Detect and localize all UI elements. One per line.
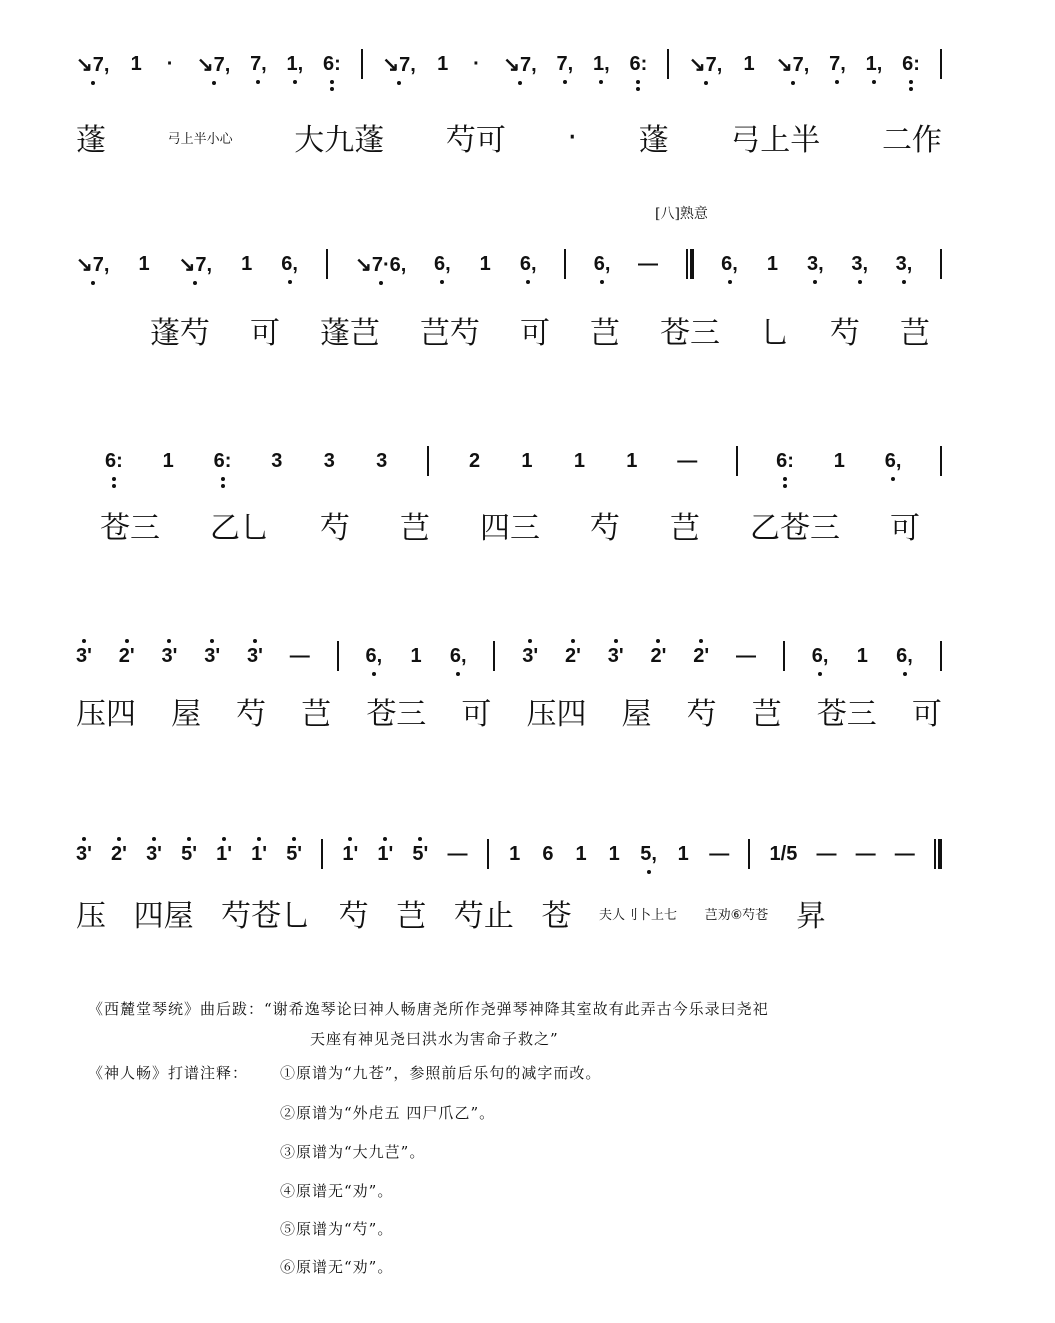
note-extension-dash: —	[677, 449, 698, 472]
note-extension-dash: —	[709, 842, 730, 865]
jianzi-character: 芑	[900, 316, 930, 351]
barline	[748, 839, 750, 869]
note: 7,	[250, 52, 267, 75]
note: 6,	[721, 252, 738, 275]
note-extension-dash: —	[289, 644, 310, 667]
jianzi-character: 可	[890, 511, 920, 546]
note: 1	[509, 842, 521, 865]
note: 6,	[519, 252, 537, 275]
barline	[361, 49, 363, 79]
note: ↘7·6,	[355, 253, 407, 276]
note: 2'	[565, 644, 581, 667]
note: 6:	[902, 52, 920, 75]
note: 3	[323, 449, 335, 472]
jianzi-character: 芍	[686, 697, 717, 732]
note: 6,	[811, 644, 829, 667]
jianzi-character: 苍三	[100, 511, 160, 546]
note: 5,	[640, 842, 657, 865]
jianzi-character: 芍苍乚	[221, 899, 312, 934]
jianzi-character: 压	[76, 899, 106, 934]
note: 1	[138, 252, 150, 275]
note: ·	[473, 52, 480, 75]
notation-row-3	[105, 441, 942, 481]
jianzi-character: 芑	[396, 899, 427, 934]
jianzi-character: 蓬	[76, 123, 106, 158]
jianzi-character: 二作	[881, 123, 942, 158]
barline	[940, 641, 942, 671]
jianzi-character: ·	[567, 119, 578, 155]
annotations-title: 《神人畅》打谱注释：	[88, 1064, 249, 1082]
note: 1	[766, 252, 779, 275]
annotation-2: ②原谱为“外虍五 四尸爪乙”。	[280, 1104, 496, 1122]
note: 5'	[412, 842, 429, 865]
jianzi-character: 苍三	[660, 316, 720, 351]
note: 6:	[629, 52, 648, 75]
jianzi-character: 弓上半小心	[167, 131, 233, 147]
note: 7,	[556, 52, 574, 75]
note-extension-dash: —	[894, 842, 915, 865]
barline	[667, 49, 669, 79]
note: 2'	[118, 644, 135, 667]
note: 1	[410, 644, 422, 667]
jianzi-character: 芍可	[445, 123, 506, 158]
note: 1	[437, 52, 449, 75]
note: 3'	[161, 644, 178, 667]
note: 6,	[884, 449, 902, 472]
note-extension-dash: —	[816, 842, 837, 865]
note: 1	[479, 252, 491, 275]
barline	[736, 446, 738, 476]
jianzi-character: 芑	[670, 511, 700, 546]
jianzi-character: 芑	[590, 316, 620, 351]
note: 1,	[865, 52, 883, 75]
jianzi-character: 芍	[236, 697, 267, 732]
note: 1/5	[769, 842, 798, 865]
jianzi-character: 苍三	[816, 697, 877, 732]
jianzi-character: 苍	[541, 899, 572, 934]
notation-row-1	[76, 44, 942, 84]
note: 1	[743, 52, 755, 75]
jianzi-character: 可	[250, 316, 280, 351]
double-barline	[934, 839, 942, 869]
jianzi-character: 可	[911, 697, 942, 732]
note: 3'	[76, 842, 92, 865]
afterword-line-1: 《西麓堂琴统》曲后跋：“谢希逸琴论曰神人畅唐尧所作尧弹琴神降其室故有此弄古今乐录曰尧祀	[88, 1000, 769, 1018]
jianzi-character: 芍	[338, 899, 369, 934]
jianzi-character: 夫人刂卜上七	[599, 907, 678, 923]
note: 1'	[377, 842, 394, 865]
jianzi-row-4	[76, 686, 942, 736]
afterword-line-2: 天座有神见尧曰洪水为害命子救之”	[310, 1030, 559, 1048]
note: 1	[856, 644, 868, 667]
note: 6,	[896, 644, 913, 667]
note: 3	[376, 449, 388, 472]
note: 6,	[449, 644, 467, 667]
barline	[487, 839, 489, 869]
note: 1	[626, 449, 638, 472]
jianzi-character: 乚	[760, 316, 790, 351]
note: ↘7,	[196, 53, 231, 76]
jianzi-character: 芍	[830, 316, 860, 351]
barline	[326, 249, 328, 279]
note: 3'	[607, 644, 624, 667]
jianzi-character: 可	[461, 697, 492, 732]
note-extension-dash: —	[855, 842, 876, 865]
jianzi-character: 苍三	[366, 697, 427, 732]
note: ↘7,	[688, 53, 723, 76]
note-extension-dash: —	[447, 842, 468, 865]
annotation-3: ③原谱为“大九芑”。	[280, 1143, 426, 1161]
note: 3'	[204, 644, 221, 667]
note: 2	[468, 449, 481, 472]
note: 6:	[323, 52, 341, 75]
note: 3'	[247, 644, 263, 667]
note: 3'	[146, 842, 162, 865]
note-extension-dash: —	[736, 644, 757, 667]
note: 5'	[286, 842, 303, 865]
note: 2'	[650, 644, 667, 667]
barline	[493, 641, 495, 671]
barline	[337, 641, 339, 671]
note: 7,	[829, 52, 846, 75]
note: ↘7,	[178, 253, 213, 276]
note: ·	[166, 52, 174, 75]
jianzi-character: 蓬芑	[320, 316, 380, 351]
note: 6,	[593, 252, 611, 275]
note: 6:	[776, 449, 794, 472]
note: 2'	[111, 842, 127, 865]
note: 3	[271, 449, 283, 472]
note: 1'	[342, 842, 359, 865]
jianzi-character: 芍	[590, 511, 620, 546]
note: ↘7,	[76, 253, 110, 276]
jianzi-character: 芍止	[453, 899, 514, 934]
note: 1	[677, 842, 689, 865]
note-extension-dash: —	[637, 252, 658, 275]
notation-row-5	[76, 834, 942, 874]
jianzi-character: 可	[520, 316, 550, 351]
jianzi-character: 蓬芍	[150, 316, 210, 351]
note: 1	[130, 52, 142, 75]
note: 1	[608, 842, 620, 865]
jianzi-row-5	[76, 888, 826, 938]
jianzi-character: 蓬	[638, 123, 669, 158]
note: 1	[521, 449, 533, 472]
jianzi-character: 压四	[526, 697, 587, 732]
jianzi-character: 压四	[76, 697, 136, 732]
note: 6:	[105, 449, 123, 472]
jianzi-character: 屋	[171, 697, 202, 732]
jianzi-character: 四屋	[133, 899, 194, 934]
barline	[564, 249, 566, 279]
note: 5'	[181, 842, 197, 865]
note: 1,	[286, 52, 304, 75]
note: 3'	[76, 644, 92, 667]
jianzi-row-1	[76, 112, 942, 162]
note: 3,	[895, 252, 913, 275]
barline	[940, 446, 942, 476]
jianzi-character: 弓上半	[730, 123, 821, 158]
jianzi-character: 四三	[480, 511, 540, 546]
annotation-1: ①原谱为“九苍”，参照前后乐句的减字而改。	[280, 1064, 602, 1082]
jianzi-character: 屋	[621, 697, 652, 732]
barline	[321, 839, 323, 869]
note: ↘7,	[76, 53, 110, 76]
note: 2'	[693, 644, 710, 667]
note: 1	[241, 252, 253, 275]
jianzi-character: 芍	[320, 511, 350, 546]
note: 1	[833, 449, 845, 472]
notation-row-4	[76, 636, 942, 676]
jianzi-character: 芑	[301, 697, 332, 732]
jianzi-character: 乙乚	[210, 511, 270, 546]
note: 1	[162, 449, 174, 472]
note: ↘7,	[775, 53, 810, 76]
jianzi-row-2	[150, 305, 930, 355]
annotation-5: ⑤原谱为“芍”。	[280, 1220, 394, 1238]
double-barline	[686, 249, 694, 279]
note: 1	[573, 449, 585, 472]
section-marker: [八]熟意	[655, 206, 708, 222]
barline	[783, 641, 785, 671]
note: 6:	[213, 449, 232, 472]
note: ↘7,	[382, 53, 416, 76]
note: 3'	[522, 644, 539, 667]
note: 6,	[365, 644, 383, 667]
note: 1,	[592, 52, 610, 75]
jianzi-character: 芑劝⑥芍苍	[704, 907, 769, 923]
jianzi-character: 芑	[751, 697, 782, 732]
jianzi-character: 芑	[400, 511, 430, 546]
jianzi-character: 昇	[795, 899, 826, 934]
note: 6,	[433, 252, 451, 275]
barline	[940, 49, 942, 79]
note: 1'	[216, 842, 233, 865]
note: 1	[575, 842, 587, 865]
note: 6,	[281, 252, 298, 275]
note: 6	[542, 842, 554, 865]
annotation-6: ⑥原谱无“劝”。	[280, 1258, 394, 1276]
jianzi-character: 乙苍三	[750, 511, 840, 546]
annotation-4: ④原谱无“劝”。	[280, 1182, 394, 1200]
note: 3,	[807, 252, 824, 275]
jianzi-row-3	[100, 500, 920, 550]
notation-row-2	[76, 244, 942, 284]
note: 3,	[851, 252, 869, 275]
barline	[940, 249, 942, 279]
note: ↘7,	[503, 53, 537, 76]
jianzi-character: 芑芍	[420, 316, 480, 351]
barline	[427, 446, 429, 476]
note: 1'	[251, 842, 268, 865]
jianzi-character: 大九蓬	[294, 123, 385, 158]
